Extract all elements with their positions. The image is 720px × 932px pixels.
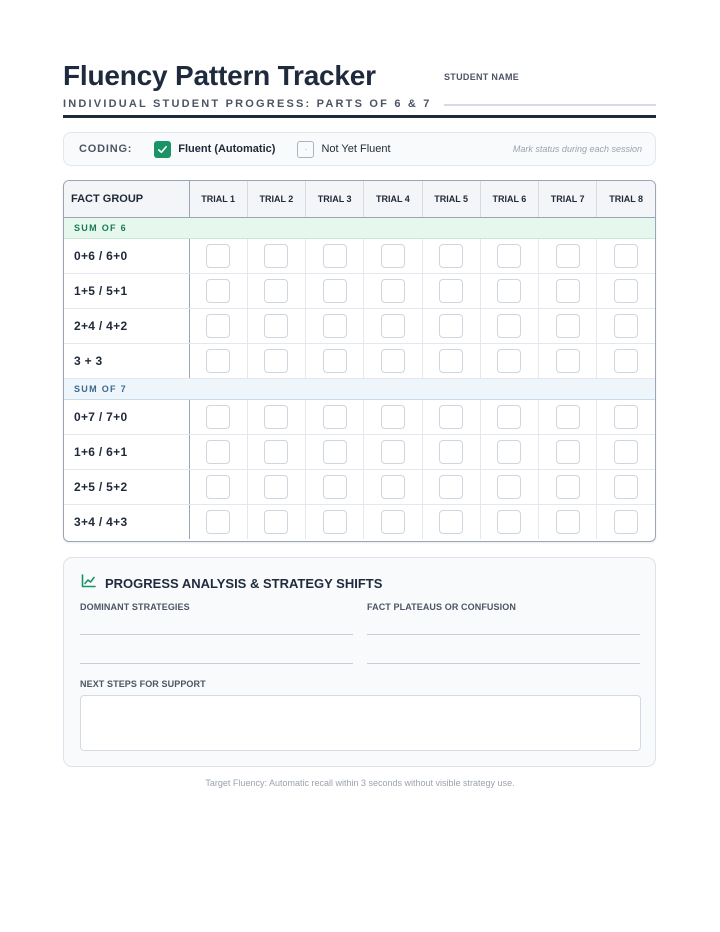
trial-checkbox[interactable] <box>614 440 638 464</box>
trial-checkbox[interactable] <box>264 279 288 303</box>
trial-header: TRIAL 6 <box>480 181 538 217</box>
tracker-table <box>63 180 656 542</box>
trial-cell <box>189 308 247 343</box>
trial-checkbox[interactable] <box>206 510 230 534</box>
footer-note: Target Fluency: Automatic recall within 3 seconds without visible strategy use. <box>205 778 515 788</box>
trial-checkbox[interactable] <box>439 279 463 303</box>
trial-header: TRIAL 4 <box>364 181 422 217</box>
trial-cell <box>597 434 655 469</box>
trial-cell <box>480 238 538 273</box>
table-row <box>64 399 655 434</box>
trial-checkbox[interactable] <box>439 405 463 429</box>
trial-cell <box>189 469 247 504</box>
trial-cell <box>247 308 305 343</box>
trial-cell <box>480 434 538 469</box>
analysis-panel <box>63 557 656 767</box>
trial-checkbox[interactable] <box>206 349 230 373</box>
table-row <box>64 504 655 539</box>
trial-cell <box>306 238 364 273</box>
trial-checkbox[interactable] <box>264 510 288 534</box>
trial-cell <box>597 399 655 434</box>
trial-cell <box>480 308 538 343</box>
trial-cell <box>364 308 422 343</box>
trial-checkbox[interactable] <box>206 405 230 429</box>
next-steps-box[interactable] <box>80 695 641 751</box>
trial-cell <box>189 273 247 308</box>
check-icon <box>154 141 171 158</box>
trial-header: TRIAL 3 <box>306 181 364 217</box>
trial-checkbox[interactable] <box>264 405 288 429</box>
trial-checkbox[interactable] <box>381 510 405 534</box>
section-label: SUM OF 7 <box>64 378 655 399</box>
trial-checkbox[interactable] <box>497 279 521 303</box>
trial-cell <box>364 434 422 469</box>
analysis-title: PROGRESS ANALYSIS & STRATEGY SHIFTS <box>105 576 383 591</box>
trial-checkbox[interactable] <box>323 475 347 499</box>
trial-checkbox[interactable] <box>556 314 580 338</box>
trial-header: TRIAL 1 <box>189 181 247 217</box>
trial-checkbox[interactable] <box>439 475 463 499</box>
trial-header: TRIAL 5 <box>422 181 480 217</box>
trial-cell <box>422 273 480 308</box>
trial-checkbox[interactable] <box>614 405 638 429</box>
trial-checkbox[interactable] <box>497 475 521 499</box>
trial-cell <box>306 504 364 539</box>
table-row <box>64 273 655 308</box>
fact-label: 3+4 / 4+3 <box>64 504 189 539</box>
trial-cell <box>539 343 597 378</box>
fact-label: 0+6 / 6+0 <box>64 238 189 273</box>
trial-checkbox[interactable] <box>206 244 230 268</box>
trial-checkbox[interactable] <box>264 440 288 464</box>
trial-checkbox[interactable] <box>497 244 521 268</box>
trial-checkbox[interactable] <box>323 314 347 338</box>
trial-checkbox[interactable] <box>556 440 580 464</box>
fact-label: 2+4 / 4+2 <box>64 308 189 343</box>
trial-cell <box>539 504 597 539</box>
trial-checkbox[interactable] <box>439 244 463 268</box>
trial-cell <box>189 343 247 378</box>
trial-cell <box>306 434 364 469</box>
trial-cell <box>597 504 655 539</box>
trial-cell <box>247 399 305 434</box>
student-name-field <box>444 72 656 106</box>
trial-checkbox[interactable] <box>264 314 288 338</box>
trial-checkbox[interactable] <box>381 314 405 338</box>
trial-checkbox[interactable] <box>323 405 347 429</box>
trial-cell <box>306 343 364 378</box>
trial-cell <box>480 399 538 434</box>
trial-cell <box>247 504 305 539</box>
trial-header: TRIAL 2 <box>247 181 305 217</box>
fact-group-header: FACT GROUP <box>64 181 189 217</box>
fact-plateaus-line-2[interactable] <box>367 663 640 664</box>
trial-checkbox[interactable] <box>323 440 347 464</box>
page-subtitle: INDIVIDUAL STUDENT PROGRESS: PARTS OF 6 & 7 <box>63 98 432 110</box>
trial-cell <box>539 399 597 434</box>
trial-checkbox[interactable] <box>381 405 405 429</box>
trial-checkbox[interactable] <box>497 510 521 534</box>
trial-cell <box>539 469 597 504</box>
trial-checkbox[interactable] <box>381 349 405 373</box>
trial-cell <box>247 238 305 273</box>
trial-checkbox[interactable] <box>323 244 347 268</box>
trial-checkbox[interactable] <box>323 510 347 534</box>
trial-cell <box>422 469 480 504</box>
table-row <box>64 308 655 343</box>
fact-label: 3 + 3 <box>64 343 189 378</box>
trial-checkbox[interactable] <box>614 314 638 338</box>
trial-cell <box>422 504 480 539</box>
header-rule <box>63 115 656 118</box>
section-label: SUM OF 6 <box>64 217 655 238</box>
trial-checkbox[interactable] <box>206 314 230 338</box>
trial-cell <box>247 469 305 504</box>
trial-checkbox[interactable] <box>556 279 580 303</box>
trial-cell <box>364 273 422 308</box>
trial-checkbox[interactable] <box>614 349 638 373</box>
trial-cell <box>480 343 538 378</box>
trial-cell <box>597 343 655 378</box>
trial-cell <box>422 308 480 343</box>
student-name-label: STUDENT NAME <box>444 72 520 82</box>
trial-cell <box>480 469 538 504</box>
trial-checkbox[interactable] <box>264 244 288 268</box>
trial-checkbox[interactable] <box>497 349 521 373</box>
trial-checkbox[interactable] <box>381 244 405 268</box>
trial-cell <box>480 273 538 308</box>
dominant-strategies-line-2[interactable] <box>80 663 353 664</box>
trial-checkbox[interactable] <box>206 279 230 303</box>
trial-cell <box>422 399 480 434</box>
coding-label: CODING: <box>79 143 133 155</box>
trial-cell <box>597 308 655 343</box>
trial-cell <box>480 504 538 539</box>
table-row <box>64 238 655 273</box>
section-row <box>64 378 655 399</box>
coding-legend <box>63 132 656 166</box>
trial-checkbox[interactable] <box>323 349 347 373</box>
trial-checkbox[interactable] <box>556 405 580 429</box>
trial-cell <box>539 238 597 273</box>
trial-checkbox[interactable] <box>497 405 521 429</box>
trial-cell <box>422 434 480 469</box>
trial-cell <box>539 434 597 469</box>
header <box>63 56 656 110</box>
trial-checkbox[interactable] <box>381 475 405 499</box>
trial-cell <box>597 273 655 308</box>
trial-header: TRIAL 8 <box>597 181 655 217</box>
chart-line-icon <box>81 574 96 593</box>
trial-cell <box>597 238 655 273</box>
trial-cell <box>247 434 305 469</box>
trial-cell <box>422 343 480 378</box>
trial-cell <box>364 469 422 504</box>
dominant-strategies-line-1[interactable] <box>80 634 353 635</box>
trial-cell <box>247 273 305 308</box>
trial-cell <box>247 343 305 378</box>
trial-checkbox[interactable] <box>264 349 288 373</box>
trial-cell <box>364 504 422 539</box>
fact-plateaus-label: FACT PLATEAUS OR CONFUSION <box>367 602 516 612</box>
trial-checkbox[interactable] <box>206 475 230 499</box>
trial-checkbox[interactable] <box>497 314 521 338</box>
trial-checkbox[interactable] <box>614 510 638 534</box>
trial-cell <box>539 308 597 343</box>
trial-cell <box>306 469 364 504</box>
empty-checkbox-icon: · <box>297 141 314 158</box>
trial-checkbox[interactable] <box>439 440 463 464</box>
trial-cell <box>306 273 364 308</box>
trial-checkbox[interactable] <box>206 440 230 464</box>
next-steps-label: NEXT STEPS FOR SUPPORT <box>80 679 206 689</box>
trial-cell <box>189 504 247 539</box>
trial-cell <box>189 434 247 469</box>
trial-checkbox[interactable] <box>264 475 288 499</box>
trial-cell <box>306 308 364 343</box>
trial-checkbox[interactable] <box>614 279 638 303</box>
not-fluent-legend-label: Not Yet Fluent <box>321 143 391 155</box>
trial-cell <box>364 399 422 434</box>
trial-checkbox[interactable] <box>614 475 638 499</box>
trial-checkbox[interactable] <box>556 349 580 373</box>
trial-cell <box>189 399 247 434</box>
fact-plateaus-line-1[interactable] <box>367 634 640 635</box>
trial-checkbox[interactable] <box>439 314 463 338</box>
trial-cell <box>597 469 655 504</box>
fluent-legend-label: Fluent (Automatic) <box>178 143 276 155</box>
coding-note: Mark status during each session <box>512 144 642 154</box>
table-header-row <box>64 181 655 217</box>
trial-checkbox[interactable] <box>497 440 521 464</box>
trial-checkbox[interactable] <box>556 510 580 534</box>
trial-checkbox[interactable] <box>381 440 405 464</box>
trial-checkbox[interactable] <box>439 349 463 373</box>
section-row <box>64 217 655 238</box>
trial-cell <box>364 238 422 273</box>
fact-label: 2+5 / 5+2 <box>64 469 189 504</box>
trial-checkbox[interactable] <box>323 279 347 303</box>
trial-checkbox[interactable] <box>556 244 580 268</box>
student-name-line[interactable] <box>444 104 656 106</box>
trial-cell <box>306 399 364 434</box>
table-row <box>64 434 655 469</box>
analysis-header <box>81 574 382 593</box>
trial-checkbox[interactable] <box>556 475 580 499</box>
fact-label: 1+5 / 5+1 <box>64 273 189 308</box>
fact-label: 0+7 / 7+0 <box>64 399 189 434</box>
trial-checkbox[interactable] <box>614 244 638 268</box>
page-title: Fluency Pattern Tracker <box>63 60 376 91</box>
dominant-strategies-label: DOMINANT STRATEGIES <box>80 602 190 612</box>
trial-cell <box>422 238 480 273</box>
trial-checkbox[interactable] <box>439 510 463 534</box>
table-row <box>64 343 655 378</box>
trial-header: TRIAL 7 <box>539 181 597 217</box>
fact-label: 1+6 / 6+1 <box>64 434 189 469</box>
trial-cell <box>539 273 597 308</box>
trial-cell <box>364 343 422 378</box>
trial-checkbox[interactable] <box>381 279 405 303</box>
trial-cell <box>189 238 247 273</box>
table-row <box>64 469 655 504</box>
